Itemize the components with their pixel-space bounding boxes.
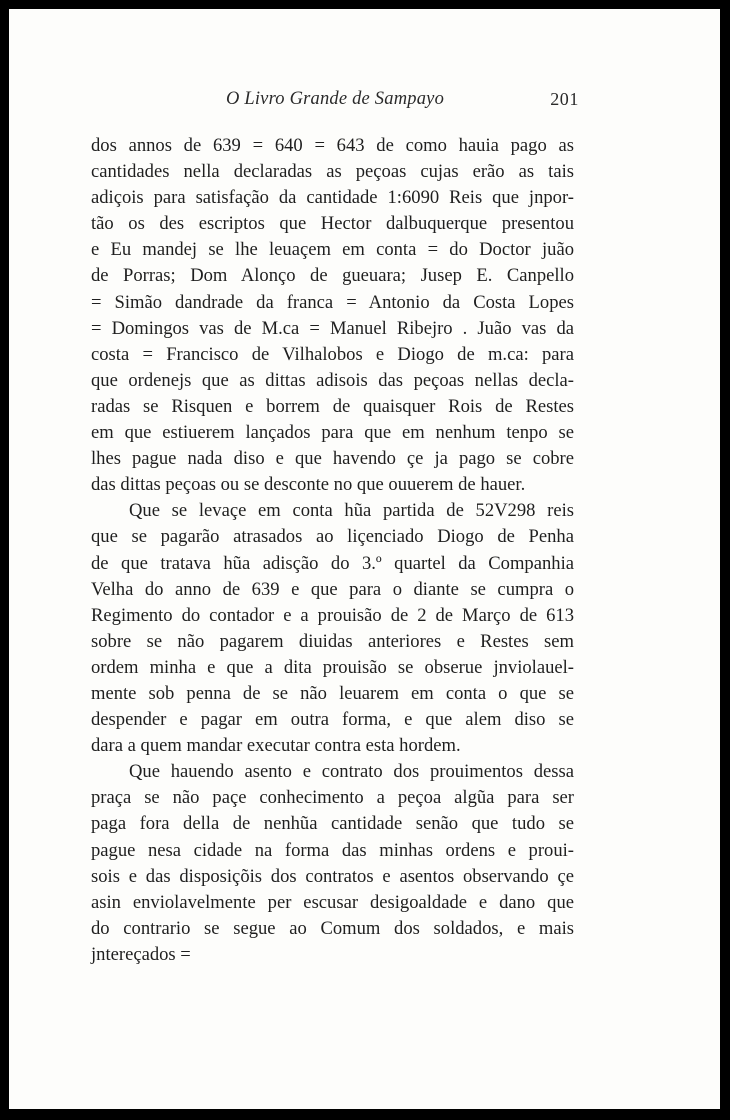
paragraph-first-line: Que hauendo asento e contrato dos prouimentos dessa	[129, 761, 574, 783]
text-line: dos annos de 639 = 640 = 643 de como hauia pago as	[91, 135, 574, 156]
text-line: de Porras; Dom Alonço de gueuara; Jusep E. Canpello	[91, 265, 574, 287]
text-line: de que tratava hũa adisção do 3.º quartel da Companhia	[91, 552, 574, 574]
text-line: pague nesa cidade na forma das minhas ordens e proui-	[91, 839, 574, 861]
text-line: e Eu mandej se lhe leuaçem em conta = do Doctor juão	[91, 239, 574, 261]
text-line: mente sob penna de se não leuarem em conta o que se	[91, 682, 574, 704]
text-line: do contrario se segue ao Comum dos soldados, e mais	[91, 917, 574, 939]
text-line: lhes pague nada diso e que havendo çe ja pago se cobre	[91, 448, 574, 470]
book-page	[9, 9, 720, 1109]
text-line: dara a quem mandar executar contra esta hordem.	[91, 735, 461, 757]
text-line: = Simão dandrade da franca = Antonio da Costa Lopes	[91, 291, 574, 313]
text-line: Velha do anno de 639 e que para o diante se cumpra o	[91, 578, 574, 600]
text-line: que se pagarão atrasados ao liçenciado Diogo de Penha	[91, 526, 574, 548]
text-line: radas se Risquen e borrem de quaisquer Rois de Restes	[91, 395, 574, 417]
text-line: em que estiuerem lançados para que em nenhum tenpo se	[91, 422, 574, 444]
text-line: praça se não paçe conhecimento a peçoa algũa para ser	[91, 787, 574, 809]
text-line: sois e das disposiçõis dos contratos e asentos observando çe	[91, 865, 574, 887]
text-line: adiçois para satisfação da cantidade 1:6090 Reis que jnpor-	[91, 187, 574, 209]
page-number: 201	[550, 89, 579, 109]
text-line: tão os des escriptos que Hector dalbuquerque presentou	[91, 213, 574, 235]
text-line: = Domingos vas de M.ca = Manuel Ribejro . Juão vas da	[91, 317, 574, 339]
running-head	[91, 89, 579, 119]
text-line: asin enviolavelmente per escusar desigoaldade e dano que	[91, 891, 574, 913]
running-title: O Livro Grande de Sampayo	[225, 89, 445, 109]
text-line: costa = Francisco de Vilhalobos e Diogo de m.ca: para	[91, 343, 574, 365]
text-line: que ordenejs que as dittas adisois das peçoas nellas decla-	[91, 369, 574, 391]
text-line: ordem minha e que a dita prouisão se obserue jnviolauel-	[91, 656, 574, 678]
paragraph-first-line: Que se levaçe em conta hũa partida de 52V298 reis	[129, 500, 574, 522]
text-line: Regimento do contador e a prouisão de 2 de Março de 613	[91, 604, 574, 626]
text-line: cantidades nella declaradas as peçoas cujas erão as tais	[91, 161, 574, 183]
text-line: paga fora della de nenhũa cantidade senão que tudo se	[91, 813, 574, 835]
text-line: sobre se não pagarem diuidas anteriores e Restes sem	[91, 630, 574, 652]
text-line: despender e pagar em outra forma, e que alem diso se	[91, 709, 574, 731]
text-line: jntereçados =	[91, 943, 191, 965]
body-text	[91, 133, 574, 968]
text-line: das dittas peçoas ou se desconte no que ouuerem de hauer.	[91, 474, 526, 496]
